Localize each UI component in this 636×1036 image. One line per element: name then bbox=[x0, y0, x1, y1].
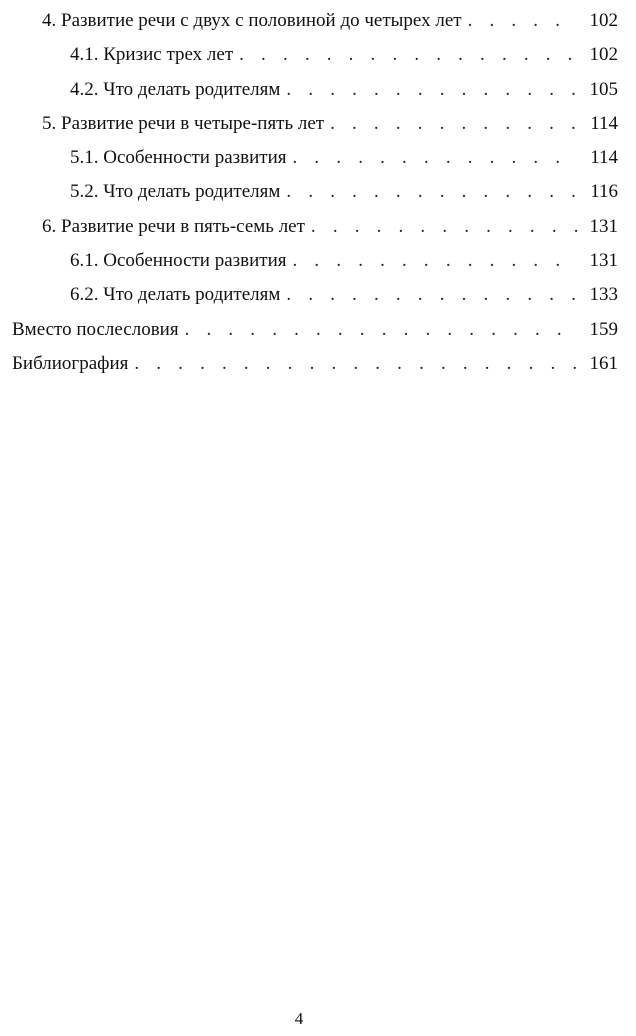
toc-dot-leader bbox=[286, 73, 578, 107]
toc-dot-leader bbox=[286, 278, 578, 312]
table-of-contents bbox=[12, 4, 618, 381]
toc-entry-afterword[interactable] bbox=[12, 313, 618, 347]
toc-entry-section-6-2[interactable] bbox=[12, 278, 618, 312]
toc-dot-leader bbox=[286, 175, 578, 209]
toc-dot-leader bbox=[293, 141, 578, 175]
page-number: 4 bbox=[294, 1009, 304, 1028]
toc-entry-page: 131 bbox=[589, 215, 618, 237]
toc-entry-section-4-2[interactable] bbox=[12, 73, 618, 107]
toc-dot-leader bbox=[311, 210, 578, 244]
toc-entry-page: 102 bbox=[589, 10, 618, 31]
toc-entry-title: 6.2. Что делать родителям bbox=[70, 284, 281, 306]
toc-dot-leader bbox=[293, 244, 578, 278]
toc-entry-bibliography[interactable] bbox=[12, 347, 618, 381]
toc-entry-title: Вместо послесловия bbox=[12, 318, 179, 340]
toc-dot-leader bbox=[330, 107, 578, 141]
toc-entry-page: 133 bbox=[589, 284, 618, 306]
toc-entry-section-6-1[interactable] bbox=[12, 244, 618, 278]
toc-entry-title: 5.2. Что делать родителям bbox=[70, 181, 281, 203]
toc-entry-page: 131 bbox=[589, 250, 618, 272]
toc-entry-page: 114 bbox=[590, 147, 618, 169]
toc-entry-page: 159 bbox=[589, 318, 618, 340]
toc-entry-page: 102 bbox=[589, 44, 618, 66]
toc-entry-title: 5. Развитие речи в четыре-пять лет bbox=[42, 112, 325, 134]
toc-entry-chapter-6[interactable] bbox=[12, 210, 618, 244]
toc-entry-section-5-1[interactable] bbox=[12, 141, 618, 175]
toc-entry-page: 105 bbox=[589, 78, 618, 100]
toc-entry-title: 4.2. Что делать родителям bbox=[70, 78, 281, 100]
toc-entry-page: 116 bbox=[590, 181, 618, 203]
toc-entry-page: 114 bbox=[590, 112, 618, 134]
toc-dot-leader bbox=[239, 38, 578, 72]
toc-dot-leader bbox=[134, 347, 578, 381]
toc-dot-leader bbox=[468, 4, 578, 38]
toc-entry-page: 161 bbox=[589, 352, 618, 374]
toc-dot-leader bbox=[185, 313, 578, 347]
toc-entry-title: 5.1. Особенности развития bbox=[70, 147, 287, 169]
toc-entry-title: Библиография bbox=[12, 352, 129, 374]
toc-entry-title: 4. Развитие речи с двух с половиной до четырех лет bbox=[42, 10, 462, 31]
toc-entry-section-5-2[interactable] bbox=[12, 175, 618, 209]
toc-entry-chapter-4[interactable] bbox=[12, 4, 618, 38]
toc-entry-title: 6.1. Особенности развития bbox=[70, 250, 287, 272]
toc-entry-title: 4.1. Кризис трех лет bbox=[70, 44, 234, 66]
toc-entry-title: 6. Развитие речи в пять-семь лет bbox=[42, 215, 305, 237]
toc-entry-section-4-1[interactable] bbox=[12, 38, 618, 72]
toc-entry-chapter-5[interactable] bbox=[12, 107, 618, 141]
